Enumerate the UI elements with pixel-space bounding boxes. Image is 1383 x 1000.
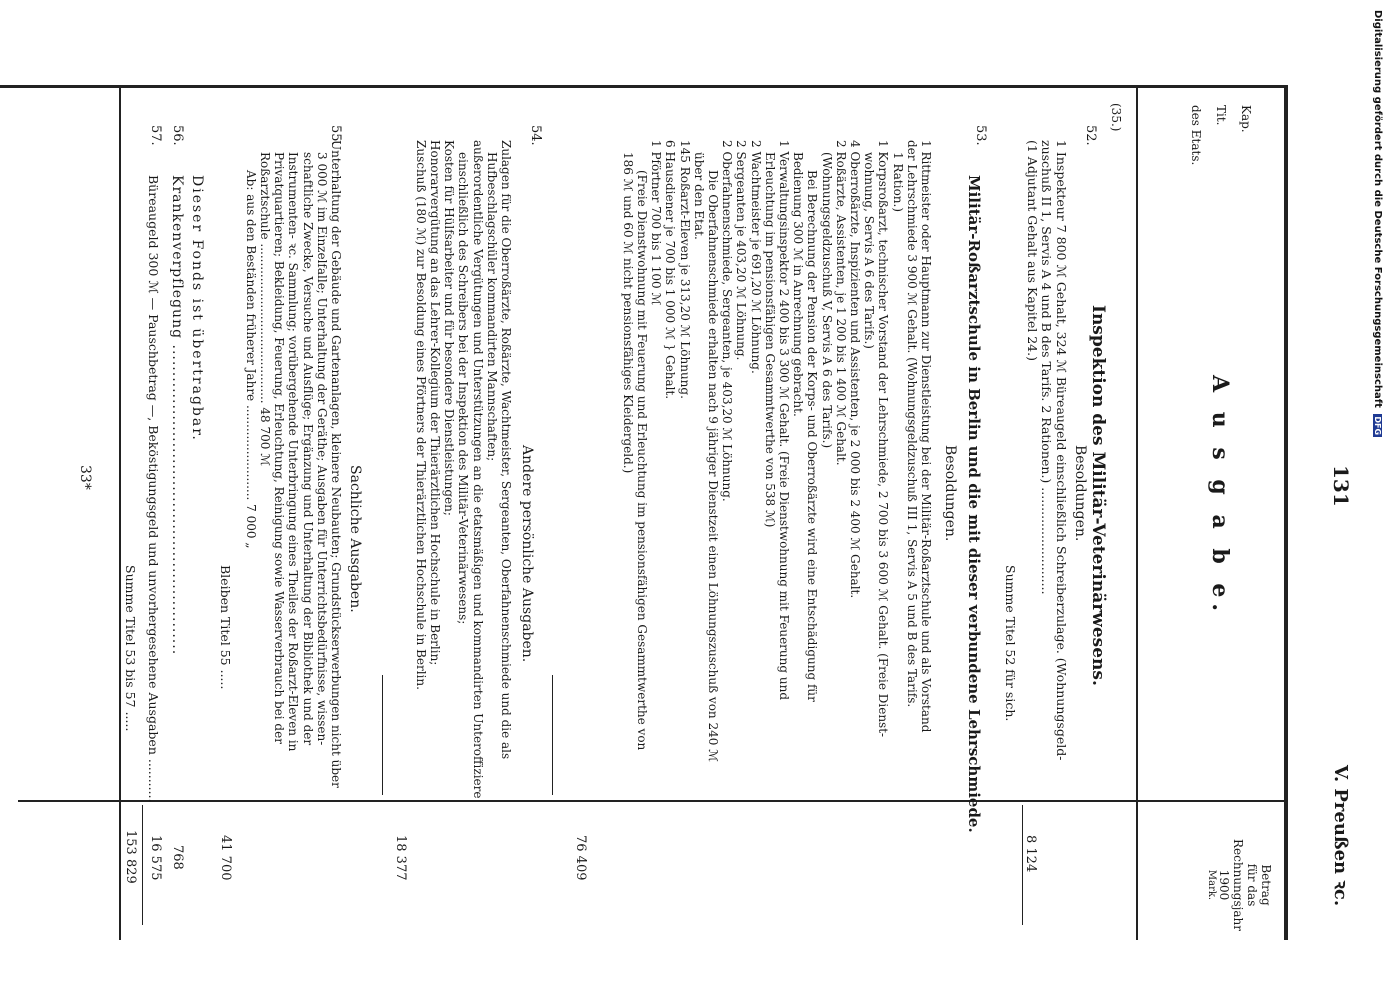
- s56-text: Krankenverpflegung .........................................................: [169, 175, 185, 656]
- bottom-rule: [119, 85, 121, 940]
- s52-amount: 8 124: [1023, 835, 1038, 873]
- total-text: Summe Titel 53 bis 57 .....: [123, 565, 138, 732]
- s54-rule: [382, 675, 383, 795]
- digitization-note: [1367, 10, 1383, 990]
- s55-note: Dieser Fonds ist übertragbar.: [189, 175, 205, 442]
- s54-heading: Andere persönliche Ausgaben.: [519, 445, 535, 663]
- s54-amount: 18 377: [393, 835, 408, 881]
- betrag-unit: Mark.: [1206, 869, 1217, 901]
- running-head: V. Preußen ꝛc.: [1330, 765, 1351, 907]
- s56-amount: 768: [170, 845, 185, 870]
- s55-heading: Sachliche Ausgaben.: [347, 465, 363, 613]
- s53-heading: Militär-Roßarztschule in Berlin und die mit dieser verbundene Lehrschmiede.: [965, 175, 983, 833]
- s52-summary: Summe Titel 52 für sich.: [1003, 565, 1018, 722]
- tit-52: 52.: [1083, 125, 1098, 146]
- s55-lines: Unterhaltung der Gebäude und Gartenanlagen, kleinere Neubauten; Grundstückserwerbungen nicht über 3 000 ℳ im Einzelfalle; Unterhaltung der Geräthe; Ausgaben für Unterrichtsbedürfnisse, wissen- schaftliche Zwecke, Versuche und Ausflüge; Ergänzung und Unterhaltung der Bibliothek und der Instrumenten- ꝛc. Sammlung; vorübergehende Unterbringung eines Theiles der Roßarzt-Eleven in Privatquartieren; Bekleidung, Feuerung, Erleuchtung, Reinigung sowie Wasserverbrauch bei der Roßarztschule .......................................... 48 700 ℳ Ab: aus den Beständen früherer Jahre ......................... 7 000 „: [243, 140, 343, 788]
- left-rule: [0, 85, 1288, 88]
- header-rule: [1136, 85, 1138, 940]
- tit-53: 53.: [973, 125, 988, 146]
- col-des-etats: des Etats.: [1189, 105, 1203, 166]
- s57-amount: 16 575: [148, 835, 163, 881]
- s57-text: Büreaugeld 300 ℳ — Pauschbetrag —, Beköstigungsgeld und unvorhergesehene Ausgaben ...........: [146, 175, 161, 803]
- digitization-text: Digitalisierung gefördert durch die Deutsche Forschungsgemeinschaft: [1372, 10, 1383, 408]
- top-rule: [1284, 85, 1288, 940]
- s53-amount: 76 409: [573, 835, 588, 881]
- s52-lines: 1 Inspekteur 7 800 ℳ Gehalt, 324 ℳ Büreaugeld einschließlich Schreiberzulage. (Wohnungsgeld- zuschuß II 1, Servis A 4 und B des Tarifs. 2 Rationen.) ........................... (1 Adjutant Gehalt aus Kapitel 24.): [1024, 140, 1069, 761]
- tit-57: 57.: [148, 125, 163, 146]
- s52-rule: [1022, 805, 1023, 925]
- s52-heading: Inspektion des Militär-Veterinärwesens.: [1088, 305, 1108, 686]
- tit-54: 54.: [528, 125, 543, 146]
- dfg-logo: DFG: [1373, 416, 1382, 436]
- betrag-label: Betrag für das Rechnungsjahr 1900 Mark.: [1206, 835, 1273, 935]
- col-tit: Tit.: [1214, 105, 1228, 126]
- total-rule: [142, 805, 143, 925]
- page-number: 131: [1329, 465, 1353, 507]
- s54-lines: Zulagen für die Oberroßärzte, Roßärzte, Wachtmeister, Sergeanten, Oberfahnenschmiede und die als Hufbeschlagschüler kommandirten Mannschaften; außerordentliche Vergütungen und Unterstützungen an die etatsmäßigen und kommandirten Unteroffiziere einschließlich des Schreibers bei der Inspektion des Militär-Veterinärwesens; Kosten für Hülfsarbeiter und für besondere Dienstleistungen; Honorarvergütung an das Lehrer-Kollegium der Thierärztlichen Hochschule in Berlin; Zuschuß (180 ℳ) zur Besoldung eines Pförtners der Thierärztlichen Hochschule in Berlin.: [413, 140, 513, 799]
- col-kap: Kap.: [1239, 105, 1253, 133]
- rotated-sheet: [0, 45, 1383, 945]
- tit-56: 56.: [170, 125, 185, 146]
- tit-55: 55.: [328, 125, 343, 146]
- s55-amount: 41 700: [218, 835, 233, 881]
- s53-subheading: Besoldungen.: [942, 445, 958, 542]
- s55-remainder: Bleiben Titel 55 .....: [218, 565, 233, 690]
- total-amount: 153 829: [123, 830, 138, 884]
- amount-col-rule: [18, 800, 1288, 802]
- s53-rule: [552, 675, 553, 795]
- page-title: A u s g a b e.: [1207, 375, 1233, 618]
- s52-subheading: Besoldungen.: [1072, 445, 1088, 542]
- betrag-year: 1900: [1217, 869, 1231, 901]
- kap-number: (35.): [1109, 103, 1123, 132]
- footer-number: 33*: [77, 465, 93, 490]
- s53-lines: 1 Rittmeister oder Hauptmann zur Dienstleistung bei der Militär-Roßarztschule und als Vorstand der Lehrschmiede 3 900 ℳ Gehalt. (Wohnungsgeldzuschuß III 1, Servis A 5 und B des Tarifs. 1 Ration.) 1 Korpsroßarzt, technischer Vorstand der Lehrschmiede, 2 700 bis 3 600 ℳ Gehalt. (Freie Dienst- wohnung, Servis A 6 des Tarifs.) 4 Oberroßärzte, Inspizienten und Assistenten, je 2 000 bis 2 400 ℳ Gehalt. 2 Roßärzte, Assistenten, je 1 200 bis 1 400 ℳ Gehalt. (Wohnungsgeldzuschuß V, Servis A 6 des Tarifs.) Bei Berechnung der Pension der Korps- und Oberroßärzte wird eine Entschädigung für Bedienung 300 ℳ in Anrechnung gebracht. 1 Verwaltungsinspektor 2 400 bis 3 300 ℳ Gehalt. (Freie Dienstwohnung mit Feuerung und Erleuchtung im pensionsfähigen Gesammtwerthe von 538 ℳ) 2 Wachtmeister je 691,20 ℳ Löhnung. 2 Sergeanten je 403,20 ℳ Löhnung. 2 Oberfahnenschmiede, Sergeanten, je 403,20 ℳ Löhnung. Die Oberfahnenschmiede erhalten nach 9 jähriger Dienstzeit einen Löhnungszuschuß von 240 ℳ über den Etat. 145 Roßarzt-Eleven je 313,20 ℳ Löhnung. 6 Hausdiener je 700 bis 1 000 ℳ } Gehalt. 1 Pförtner 700 bis 1 100 ℳ (Freie Dienstwohnung mit Feuerung und Erleuchtung im pensionsfähigen Gesammtwerthe von 186 ℳ und 60 ℳ nicht pensionsfähiges Kleidergeld.): [620, 140, 933, 763]
